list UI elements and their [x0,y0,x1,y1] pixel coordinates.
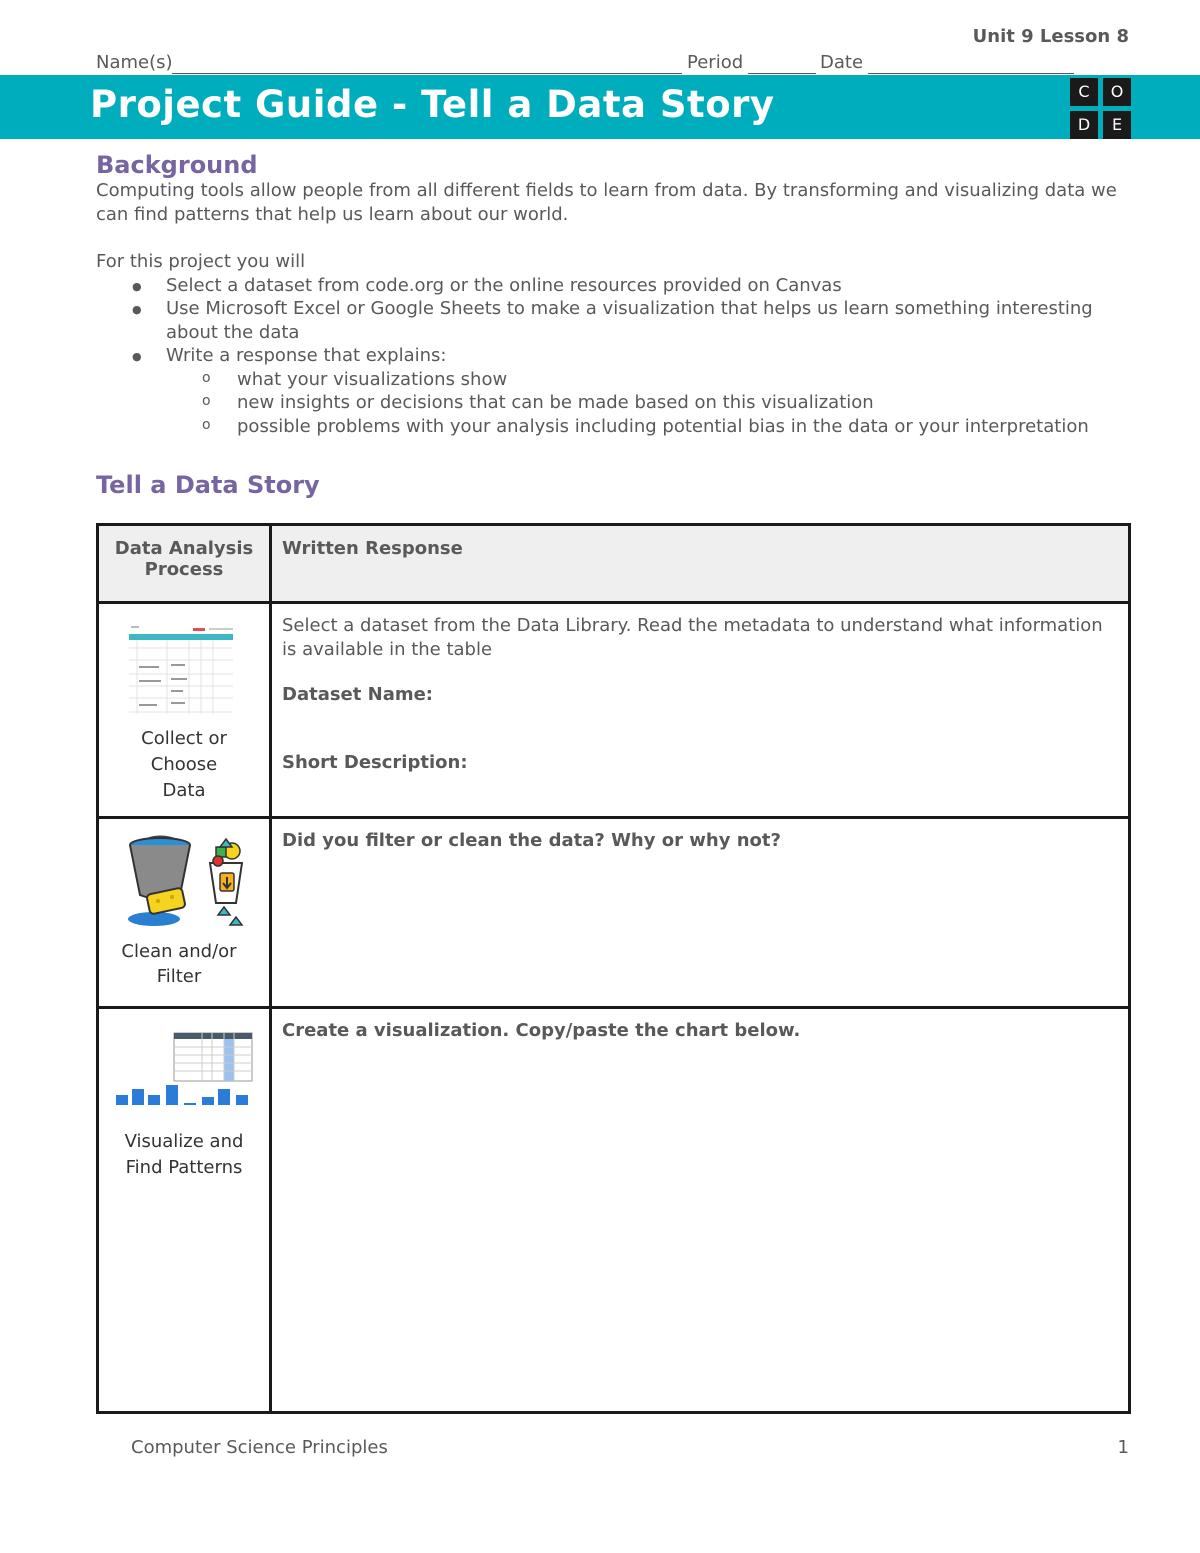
bullet-item: ● Use Microsoft Excel or Google Sheets to make a visualization that helps us learn something interesting about the data [96,297,1130,344]
collect-prompt: Select a dataset from the Data Library. Read the metadata to understand what information is available in the table [282,615,1103,660]
visualization-chart-icon [114,1031,254,1111]
short-description-label: Short Description: [282,751,468,773]
response-column-header: Written Response [271,525,1130,603]
date-line[interactable] [868,73,1074,74]
code-logo [1070,78,1132,140]
process-label-clean: Clean and/or Filter [121,941,237,987]
background-section [96,179,1130,438]
table-row [98,1008,1130,1413]
table-row [98,818,1130,1008]
collect-response [272,604,1128,774]
visualize-prompt: Create a visualization. Copy/paste the chart below. [282,1020,801,1041]
period-line[interactable] [748,73,816,74]
unit-lesson-label: Unit 9 Lesson 8 [972,26,1129,47]
process-label-collect: Collect or Choose Data [141,728,227,801]
period-label: Period [687,52,744,73]
project-bullets [96,274,1130,439]
response-cell[interactable] [271,1008,1130,1413]
background-paragraph: Computing tools allow people from all different fields to learn from data. By transforming and visualizing data we can find patterns that help us learn about our world. [96,180,1117,225]
sub-bullet-item: o what your visualizations show [96,368,1130,392]
logo-letter-o: O [1103,78,1131,106]
process-cell [98,818,271,1008]
footer-course: Computer Science Principles [131,1437,388,1458]
table-header-row [98,525,1130,603]
bullet-item: ● Select a dataset from code.org or the online resources provided on Canvas [96,274,1130,298]
bullet-item-label: Write a response that explains: [166,345,447,366]
dataset-name-label: Dataset Name: [282,684,434,705]
response-sub-bullets [166,368,1130,439]
process-label-visualize: Visualize and Find Patterns [124,1131,244,1178]
name-line[interactable] [172,73,682,74]
background-heading: Background [96,151,258,179]
project-intro: For this project you will [96,251,306,272]
process-cell [98,1008,271,1413]
date-label: Date [820,52,864,73]
logo-letter-c: C [1070,78,1098,106]
footer-page-number: 1 [1117,1437,1129,1458]
response-cell[interactable] [271,818,1130,1008]
process-column-header: Data Analysis Process [98,525,271,603]
response-cell[interactable] [271,603,1130,818]
bullet-item [96,344,1130,438]
sub-bullet-item: o new insights or decisions that can be made based on this visualization [96,391,1130,415]
name-period-date-row [96,52,1130,74]
name-label: Name(s) [96,52,173,73]
clean-prompt: Did you filter or clean the data? Why or why not? [282,830,781,851]
table-row [98,603,1130,818]
title-banner [0,75,1200,139]
logo-letter-d: D [1070,111,1098,139]
story-table [96,523,1131,1414]
bucket-sponge-filter-icon [114,835,254,931]
process-cell [98,603,271,818]
logo-letter-e: E [1103,111,1131,139]
page-title: Project Guide - Tell a Data Story [90,83,775,126]
sub-bullet-item: o possible problems with your analysis including potential bias in the data or your interpretation [96,415,1130,439]
data-table-thumbnail-icon [129,624,239,716]
story-heading: Tell a Data Story [96,471,320,499]
